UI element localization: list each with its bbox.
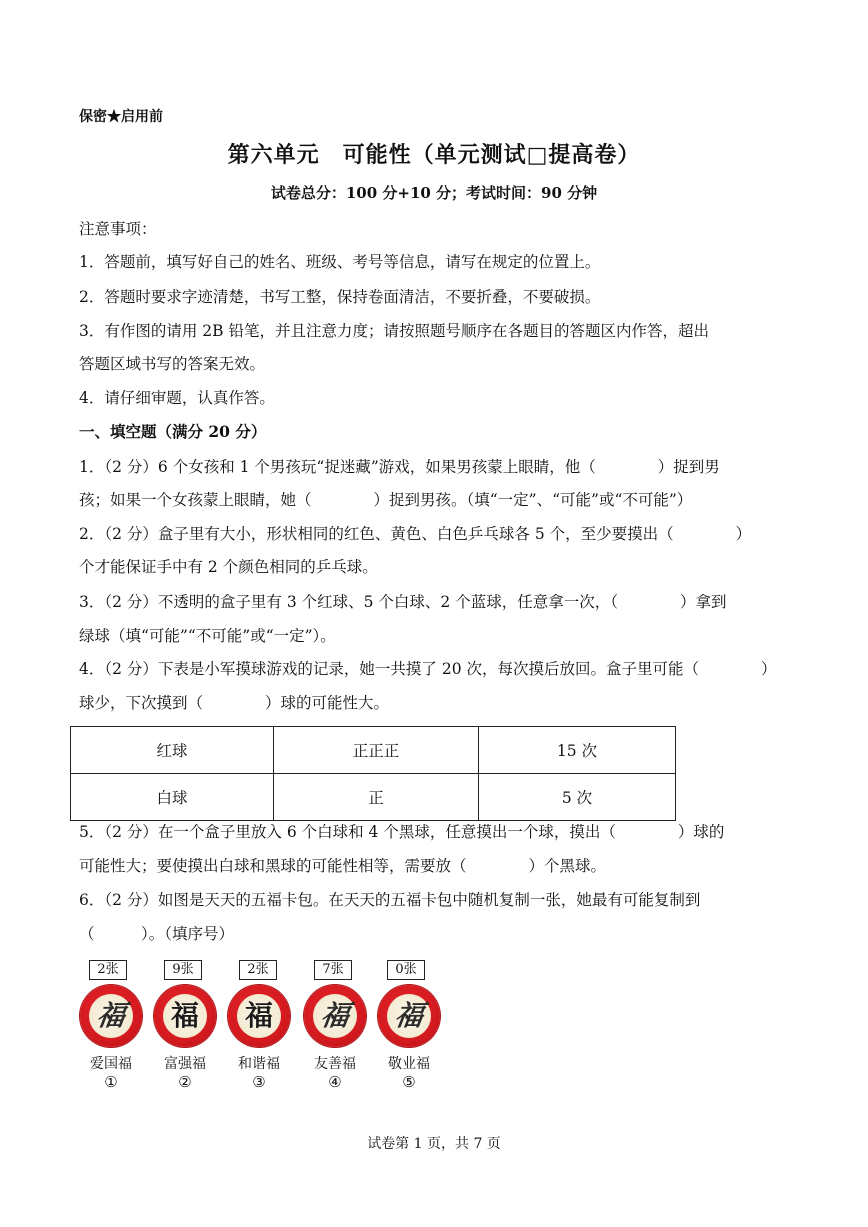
card-name: 友善福 [314, 1056, 356, 1072]
question-4-line: 4．（2 分）下表是小军摸球游戏的记录，她一共摸了 20 次，每次摸后放回。盒子里可能（ ） [79, 660, 777, 678]
confidential-mark: 保密★启用前 [79, 109, 163, 125]
table-cell: 5 次 [479, 774, 676, 821]
question-5-line: 5．（2 分）在一个盒子里放入 6 个白球和 4 个黑球，任意摸出一个球，摸出（ ）球的 [79, 823, 725, 841]
table-cell: 白球 [71, 774, 274, 821]
fu-card-icon: 福 [228, 985, 290, 1047]
question-3-line: 3．（2 分）不透明的盒子里有 3 个红球、5 个白球、2 个蓝球，任意拿一次，（ ）拿到 [79, 593, 727, 611]
card-number: ⑤ [402, 1073, 416, 1091]
table-cell: 15 次 [479, 727, 676, 774]
question-6-line: 6．（2 分）如图是天天的五福卡包。在天天的五福卡包中随机复制一张，她最有可能复制到 [79, 891, 701, 909]
table-cell: 红球 [71, 727, 274, 774]
fu-card-icon: 福 [304, 985, 366, 1047]
table-row [71, 774, 676, 821]
card-name: 富强福 [164, 1056, 206, 1072]
question-2-line: 2．（2 分）盒子里有大小，形状相同的红色、黄色、白色乒乓球各 5 个，至少要摸出（ ） [79, 525, 752, 543]
notice-item: 答题区域书写的答案无效。 [79, 355, 266, 373]
question-6-line: （ ）。（填序号） [79, 925, 235, 943]
notice-item: 2．答题时要求字迹清楚，书写工整，保持卷面清洁，不要折叠，不要破损。 [79, 288, 601, 306]
exam-info: 试卷总分：100 分+10 分；考试时间：90 分钟 [270, 184, 598, 202]
card-count-box: 2张 [239, 958, 277, 980]
notice-heading: 注意事项： [79, 220, 157, 238]
notice-item: 3．有作图的请用 2B 铅笔，并且注意力度；请按照题号顺序在各题目的答题区内作答，超出 [79, 322, 709, 340]
page-title: 第六单元 可能性（单元测试□提高卷） [227, 142, 641, 168]
table-cell: 正正正 [274, 727, 479, 774]
page-footer: 试卷第 1 页，共 7 页 [367, 1136, 501, 1152]
question-1-line: 1．（2 分）6 个女孩和 1 个男孩玩“捉迷藏”游戏，如果男孩蒙上眼睛，他（ ）捉到男 [79, 458, 720, 476]
question-2-line: 个才能保证手中有 2 个颜色相同的乒乓球。 [79, 558, 378, 576]
fu-card-icon: 福 [378, 985, 440, 1047]
card-name: 和谐福 [238, 1056, 280, 1072]
question-1-line: 孩；如果一个女孩蒙上眼睛，她（ ）捉到男孩。（填“一定”、“可能”或“不可能”） [79, 491, 693, 509]
table-row [71, 727, 676, 774]
question-4-line: 球少，下次摸到（ ）球的可能性大。 [79, 694, 390, 712]
notice-item: 4．请仔细审题，认真作答。 [79, 389, 275, 407]
card-number: ① [104, 1073, 118, 1091]
card-number: ③ [252, 1073, 266, 1091]
tally-table [70, 726, 676, 821]
card-count-box: 2张 [89, 958, 127, 980]
card-number: ② [178, 1073, 192, 1091]
card-name: 爱国福 [90, 1056, 132, 1072]
card-count-box: 0张 [387, 958, 425, 980]
section-heading: 一、填空题（满分 20 分） [79, 422, 267, 441]
fu-card-icon: 福 [80, 985, 142, 1047]
card-count-box: 9张 [164, 958, 202, 980]
fu-card-icon: 福 [154, 985, 216, 1047]
table-cell: 正 [274, 774, 479, 821]
card-number: ④ [328, 1073, 342, 1091]
question-5-line: 可能性大；要使摸出白球和黑球的可能性相等，需要放（ ）个黑球。 [79, 857, 607, 875]
card-count-box: 7张 [314, 958, 352, 980]
notice-item: 1．答题前，填写好自己的姓名、班级、考号等信息，请写在规定的位置上。 [79, 253, 601, 271]
question-3-line: 绿球（填“可能”“不可能”或“一定”）。 [79, 627, 336, 645]
card-name: 敬业福 [388, 1056, 430, 1072]
